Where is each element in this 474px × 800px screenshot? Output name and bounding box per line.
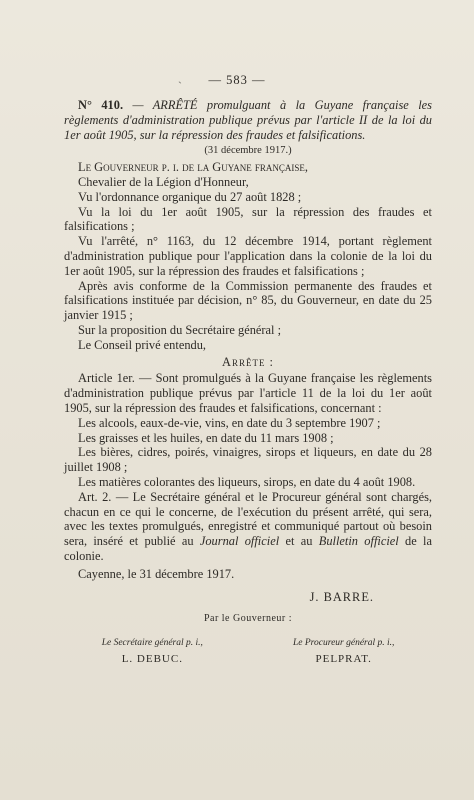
arrete-label: Arrête : xyxy=(222,354,274,369)
countersign-names xyxy=(64,652,432,667)
article-2-text: Art. 2. — Le Secrétaire général et le Procureur général sont chargés, chacun en ce qui le concerne, de l'exécution du présent arrêté, qui sera, avec les textes promulgués, enregistré et communiqué partout où besoin sera, inséré et publié au xyxy=(64,489,432,549)
decree-date: (31 décembre 1917.) xyxy=(204,145,292,157)
preamble-line: Vu la loi du 1er août 1905, sur la répression des fraudes et falsifications ; xyxy=(64,204,432,234)
secretary-title: Le Secrétaire général p. i., xyxy=(101,638,203,649)
decree-number: N° 410. xyxy=(78,98,124,112)
decree-title: — ARRÊTÉ promulguant à la Guyane française les règlements d'administration publique prévus par l'article II de la loi du 1er août 1905, sur la répression des fraudes et falsifications. xyxy=(64,98,432,142)
governor-signature: J. BARRE. xyxy=(309,589,374,604)
procureur-title: Le Procureur général p. i., xyxy=(292,638,395,649)
secretary-name: L. DEBUC. xyxy=(121,652,183,665)
document-body xyxy=(64,98,432,667)
preamble-line: Le Conseil privé entendu, xyxy=(78,337,207,352)
article-2 xyxy=(64,490,432,564)
journal-officiel: Journal officiel xyxy=(199,534,280,549)
preamble-line: Vu l'arrêté, n° 1163, du 12 décembre 1914, portant règlement d'administration publique pour l'application dans la colonie de la loi du 1er août 1905, sur la répression des fraudes et falsifications ; xyxy=(64,234,432,278)
regulation-item: Les matières colorantes des liqueurs, sirops, en date du 4 août 1908. xyxy=(78,474,416,489)
regulation-item: Les alcools, eaux-de-vie, vins, en date du 3 septembre 1907 ; xyxy=(78,415,381,430)
regulation-item: Les bières, cidres, poirés, vinaigres, sirops et liqueurs, en date du 28 juillet 1908 ; xyxy=(64,445,432,475)
preamble-line: Le Gouverneur p. i. de la Guyane française, xyxy=(78,160,308,175)
page-number: — 583 — xyxy=(208,73,266,87)
article-2-end: de la colonie. xyxy=(64,534,432,563)
procureur-name: PELPRAT. xyxy=(315,652,372,665)
article-2-connector: et au xyxy=(279,534,319,549)
decree-heading xyxy=(64,98,432,142)
preamble-line: Chevalier de la Légion d'Honneur, xyxy=(78,174,249,189)
regulation-item: Les graisses et les huiles, en date du 11 mars 1908 ; xyxy=(78,430,334,445)
place-date: Cayenne, le 31 décembre 1917. xyxy=(78,566,235,581)
article-1: Article 1er. — Sont promulgués à la Guyane française les règlements d'administration publique prévus par l'article 11 de la loi du 1er août 1905, sur la répression des fraudes et falsifications, concernant : xyxy=(64,371,432,415)
pencil-mark: ˎ xyxy=(178,70,182,84)
countersign-titles xyxy=(64,636,432,651)
preamble-line: Après avis conforme de la Commission permanente des fraudes et falsifications instituée par décision, n° 85, du Gouverneur, en date du 25 janvier 1915 ; xyxy=(64,278,432,323)
preamble-line: Sur la proposition du Secrétaire général ; xyxy=(78,322,282,337)
bulletin-officiel: Bulletin officiel xyxy=(318,534,399,549)
preamble-line: Vu l'ordonnance organique du 27 août 1828 ; xyxy=(78,189,302,204)
by-governor-label: Par le Gouverneur : xyxy=(203,613,293,625)
